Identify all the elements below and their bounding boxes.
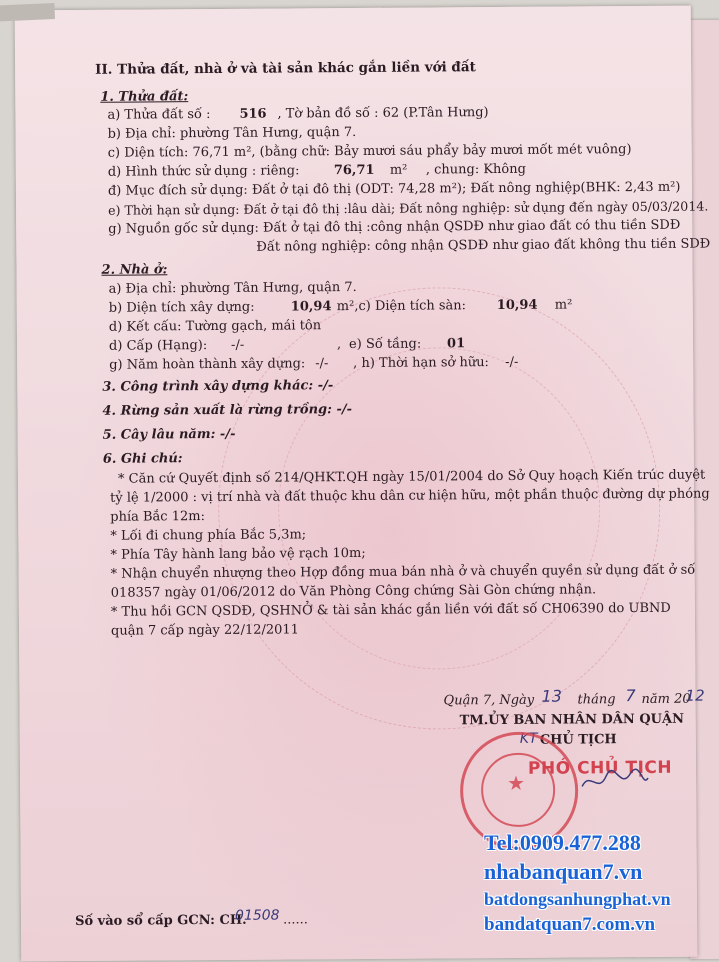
usage-form-label: d) Hình thức sử dụng : riêng: [107,163,300,180]
note-line: * Lối đi chung phía Bắc 5,3m; [110,527,307,544]
signing-kt: KT [519,730,538,747]
parcel-number-label: a) Thửa đất số : [107,107,211,123]
house-completed-value: -/- [315,356,329,372]
date-year-label: năm 20 [641,691,691,708]
house-built-area-value: 10,94 [290,299,332,315]
note-line: * Phía Tây hành lang bảo vệ rạch 10m; [110,545,366,563]
watermark-site1: nhabanquan7.vn [484,859,643,884]
seal-star-icon: ★ [507,770,526,795]
note-line: * Căn cứ Quyết định số 214/QHKT.QH ngày 15/01/2004 do Sở Quy hoạch Kiến trúc duyệt [117,467,706,487]
parcel-number-value: 516 [239,106,267,122]
usage-form-value: 76,71 [333,162,375,179]
house-term-label: , h) Thời hạn sở hữu: [353,355,489,372]
house-address: a) Địa chỉ: phường Tân Hưng, quận 7. [108,279,357,297]
date-month: 7 [625,686,636,706]
usage-term: e) Thời hạn sử dụng: Đất ở tại đô thị :lâu dài; Đất nông nghiệp: sử dụng đến ngày 05/03/2014. [108,198,709,218]
perennial-trees: 5. Cây lâu năm: -/- [102,426,236,443]
usage-purpose: đ) Mục đích sử dụng: Đất ở tại đô thị (ODT: 74,28 m²); Đất nông nghiệp(BHK: 2,43 m²) [107,179,681,199]
parcel-address: b) Địa chỉ: phường Tân Hưng, quận 7. [107,124,357,142]
parcel-heading: 1. Thửa đất: [100,89,189,105]
date-day: 13 [541,686,562,706]
note-line: tỷ lệ 1/2000 : vị trí nhà và đất thuộc khu dân cư hiện hữu, một phần thuộc đường dự phóng [110,486,710,506]
house-floors-value: 01 [446,336,466,352]
parcel-map-sheet: , Tờ bản đồ số : 62 (P.Tân Hưng) [277,105,489,122]
usage-form-shared: , chung: Không [425,161,526,178]
note-line: quận 7 cấp ngày 22/12/2011 [110,622,299,639]
other-construction: 3. Công trình xây dựng khác: -/- [102,378,334,395]
house-floors-label: e) Số tầng: [348,336,422,353]
register-label: Số vào sổ cấp GCN: CH. [74,912,247,929]
signature-scribble [580,766,650,796]
usage-form-unit: m² [389,162,408,178]
house-built-area-label: b) Diện tích xây dựng: [108,299,255,316]
house-floor-area-unit: m² [554,297,573,313]
house-term-value: -/- [505,354,519,370]
house-grade-sep: , [336,337,342,353]
note-line: * Nhận chuyển nhượng theo Hợp đồng mua bán nhà ở và chuyển quyền sử dụng đất ở số [110,562,696,582]
watermark-site3: bandatquan7.com.vn [484,914,656,935]
background-guilloche-inner [277,346,601,670]
page-corner-shadow [0,3,55,21]
usage-origin-agri: Đất nông nghiệp: công nhận QSDĐ như giao đất không thu tiền SDĐ [256,236,711,255]
watermark-site2: batdongsanhungphat.vn [484,889,671,909]
usage-origin: g) Nguồn gốc sử dụng: Đất ở tại đô thị :công nhận QSDĐ như giao đất có thu tiền SDĐ [108,217,681,237]
date-month-label: tháng [577,692,616,708]
vice-chairman-stamp: PHÓ CHỦ TỊCH [527,757,673,779]
register-number: 01508 [234,907,280,924]
note-line: phía Bắc 12m: [110,509,205,525]
house-grade-label: d) Cấp (Hạng): [108,338,208,354]
house-heading: 2. Nhà ở: [101,262,168,278]
house-structure: d) Kết cấu: Tường gạch, mái tôn [108,318,322,335]
note-line: 018357 ngày 01/06/2012 do Văn Phòng Công chứng Sài Gòn chứng nhận. [110,582,597,601]
certificate-page [15,6,711,962]
watermark-phone: Tel:0909.477.288 [484,830,641,855]
house-completed-label: g) Năm hoàn thành xây dựng: [109,356,306,373]
date-year: 12 [685,686,705,705]
house-floor-area-value: 10,94 [496,297,538,314]
house-grade-value: -/- [230,337,245,353]
note-line: * Thu hồi GCN QSDĐ, QSHNỞ & tài sản khác gắn liền với đất số CH06390 do UBND [110,600,671,620]
planted-forest: 4. Rừng sản xuất là rừng trồng: -/- [102,402,353,419]
house-floor-area-label: m²,c) Diện tích sàn: [336,298,467,315]
signing-title: CHỦ TỊCH [539,732,617,748]
parcel-area: c) Diện tích: 76,71 m², (bằng chữ: Bảy mươi sáu phẩy bảy mươi mốt mét vuông) [107,142,632,161]
date-prefix: Quận 7, Ngày [443,692,535,709]
register-dots: ...... [282,912,308,928]
signing-org: TM.ỦY BAN NHÂN DÂN QUẬN [459,711,684,729]
notes-heading: 6. Ghi chú: [102,451,183,467]
section-title: II. Thửa đất, nhà ở và tài sản khác gắn liền với đất [95,59,476,78]
